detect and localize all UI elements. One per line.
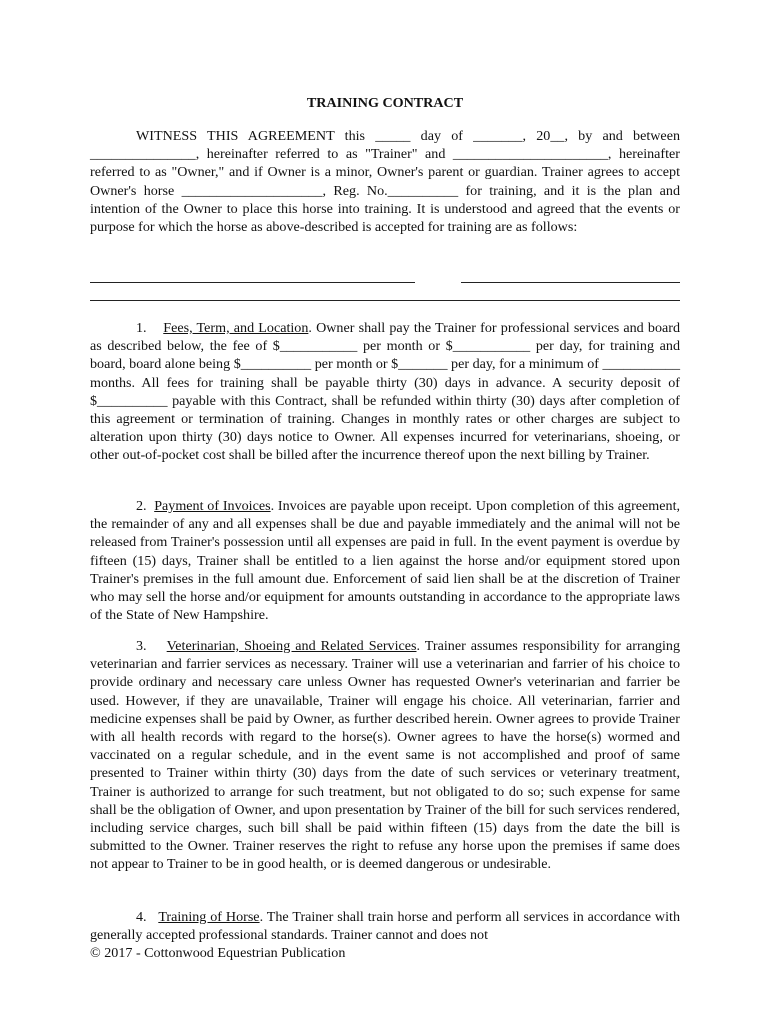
section-4-text: . The Trainer shall train horse and perform all services in accordance with generally accepted professional standards. Trainer cannot and does not — [90, 909, 680, 944]
section-3-heading: Veterinarian, Shoeing and Related Services — [166, 638, 417, 654]
intro-text: this _____ day of _______, 20__, by and between _______________, hereinafter referred to as "Trainer" and ______________________, hereinafter referred to as "Owner," and if Owner is a minor, Owner's parent or guardian. Trainer agrees to accept Owner's horse ____________________, Reg. No.__________ for training, and it is the plan and intention of the Owner to place this horse into training. It is understood and agreed that the events or purpose for which the horse as above-described is accepted for training are as follows: — [90, 128, 680, 236]
section-3 — [90, 637, 680, 874]
section-1-number: 1. — [136, 320, 147, 336]
section-2 — [90, 497, 680, 624]
intro-lead: WITNESS THIS AGREEMENT — [136, 128, 335, 144]
section-1 — [90, 319, 680, 465]
section-4-heading: Training of Horse — [158, 909, 260, 925]
section-3-number: 3. — [136, 638, 147, 654]
section-1-heading: Fees, Term, and Location — [163, 320, 309, 336]
section-3-text: . Trainer assumes responsibility for arranging veterinarian and farrier services as necessary. Trainer will use a veterinarian and farrier of his choice to provide ordinary and necessary care unless Owner has requested Owner's veterinarian and farrier be used. However, if they are unavailable, Trainer will engage his choice. All veterinarian, farrier and medicine expenses shall be paid by Owner, as further described herein. Owner agrees to provide Trainer with all health records with regard to the horse(s). Owner agrees to have the horse(s) wormed and vaccinated on a regular schedule, and in the event same is not accomplished and proof of same presented to Trainer within thirty (30) days from the date of such services or veterinary treatment, Trainer is authorized to arrange for such treatment, but not obligated to do so; such expense for same shall be the obligation of Owner, and upon presentation by Trainer of the bill for such services rendered, including service charges, such bill shall be paid within fifteen (15) days from the date the bill is submitted to the Owner. Trainer reserves the right to refuse any horse upon the premises if same does not appear to Trainer to be in good health, or is deemed dangerous or undesirable. — [90, 638, 680, 873]
purpose-blank-line-1b — [461, 282, 680, 283]
section-2-text: . Invoices are payable upon receipt. Upon completion of this agreement, the remainder of any and all expenses shall be due and payable immediately and the animal will not be released from Trainer's possession until all expenses are paid in full. In the event payment is overdue by fifteen (15) days, Trainer shall be entitled to a lien against the horse and/or equipment stored upon Trainer's premises in the full amount due. Enforcement of said lien shall be at the discretion of Trainer who may sell the horse and/or equipment for amounts outstanding in accordance to the appropriate laws of the State of New Hampshire. — [90, 498, 681, 624]
purpose-blank-line-2 — [90, 300, 680, 301]
section-4-number: 4. — [136, 909, 147, 925]
copyright-footer: © 2017 - Cottonwood Equestrian Publication — [90, 945, 346, 961]
section-1-text: . Owner shall pay the Trainer for professional services and board as described below, the fee of $___________ per month or $___________ per day, for training and board, board alone being $__________ per month or $_______ per day, for a minimum of ___________ months. All fees for training shall be payable thirty (30) days in advance. A security deposit of $__________ payable with this Contract, shall be refunded within thirty (30) days after completion of this agreement or termination of training. Changes in monthly rates or other charges are subject to alteration upon thirty (30) days notice to Owner. All expenses incurred for veterinarians, shoeing, or other out-of-pocket cost shall be billed after the incurrence thereof upon the next billing by Trainer. — [90, 320, 680, 464]
section-2-number: 2. — [136, 498, 147, 514]
intro-paragraph — [90, 127, 680, 236]
section-2-heading: Payment of Invoices — [154, 498, 271, 514]
document-title: TRAINING CONTRACT — [306, 95, 464, 111]
purpose-blank-line-1a — [90, 282, 415, 283]
section-4 — [90, 908, 680, 944]
